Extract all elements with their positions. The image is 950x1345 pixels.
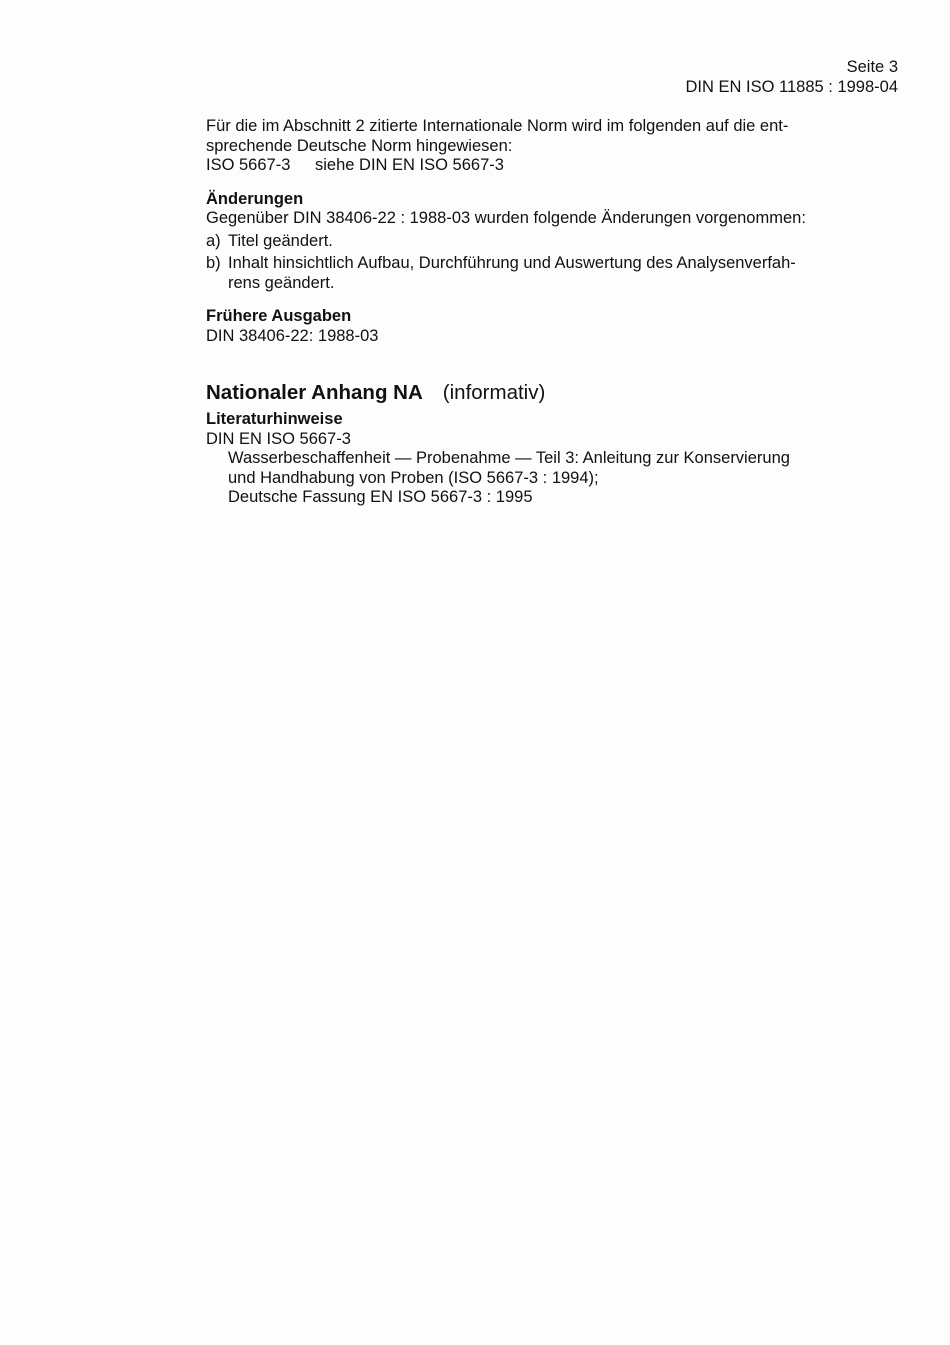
intro-paragraph (206, 117, 826, 176)
literature-ref-description (206, 449, 826, 508)
norm-reference-row (206, 156, 826, 176)
list-item (206, 254, 826, 293)
list-item-line: Inhalt hinsichtlich Aufbau, Durchführung und Auswertung des Analysenverfah- (228, 254, 796, 272)
annex-title (206, 380, 826, 406)
list-marker: a) (206, 231, 221, 250)
list-item-text (228, 232, 826, 252)
page-number: Seite 3 (846, 58, 898, 76)
literature-ref-line: Wasserbeschaffenheit — Probenahme — Teil 3: Anleitung zur Konservierung (228, 449, 790, 467)
changes-heading: Änderungen (206, 189, 304, 208)
intro-line-2: sprechende Deutsche Norm hingewiesen: (206, 136, 513, 155)
intro-line-1: Für die im Abschnitt 2 zitierte Internationale Norm wird im folgenden auf die ent- (206, 117, 789, 135)
list-item (206, 232, 826, 252)
literature-ref-id: DIN EN ISO 5667-3 (206, 429, 351, 448)
literature-ref-line: Deutsche Fassung EN ISO 5667-3 : 1995 (228, 488, 533, 506)
previous-editions-text: DIN 38406-22: 1988-03 (206, 326, 379, 345)
document-identifier: DIN EN ISO 11885 : 1998-04 (685, 77, 898, 96)
international-norm-code: ISO 5667-3 (206, 156, 291, 174)
literature-ref-line: und Handhabung von Proben (ISO 5667-3 : 1994); (228, 468, 599, 487)
list-item-line: Titel geändert. (228, 231, 333, 250)
list-item-line: rens geändert. (228, 273, 335, 292)
literature-heading: Literaturhinweise (206, 410, 343, 428)
list-marker: b) (206, 254, 221, 272)
previous-editions-heading: Frühere Ausgaben (206, 307, 352, 325)
changes-lead: Gegenüber DIN 38406-22 : 1988-03 wurden folgende Änderungen vorgenommen: (206, 209, 806, 227)
page-header (686, 58, 898, 97)
annex-title-note: (informativ) (442, 381, 546, 404)
list-item-text (228, 254, 826, 293)
page-content (206, 117, 826, 508)
annex-title-main: Nationaler Anhang NA (206, 381, 423, 404)
german-norm-reference: siehe DIN EN ISO 5667-3 (315, 156, 504, 174)
